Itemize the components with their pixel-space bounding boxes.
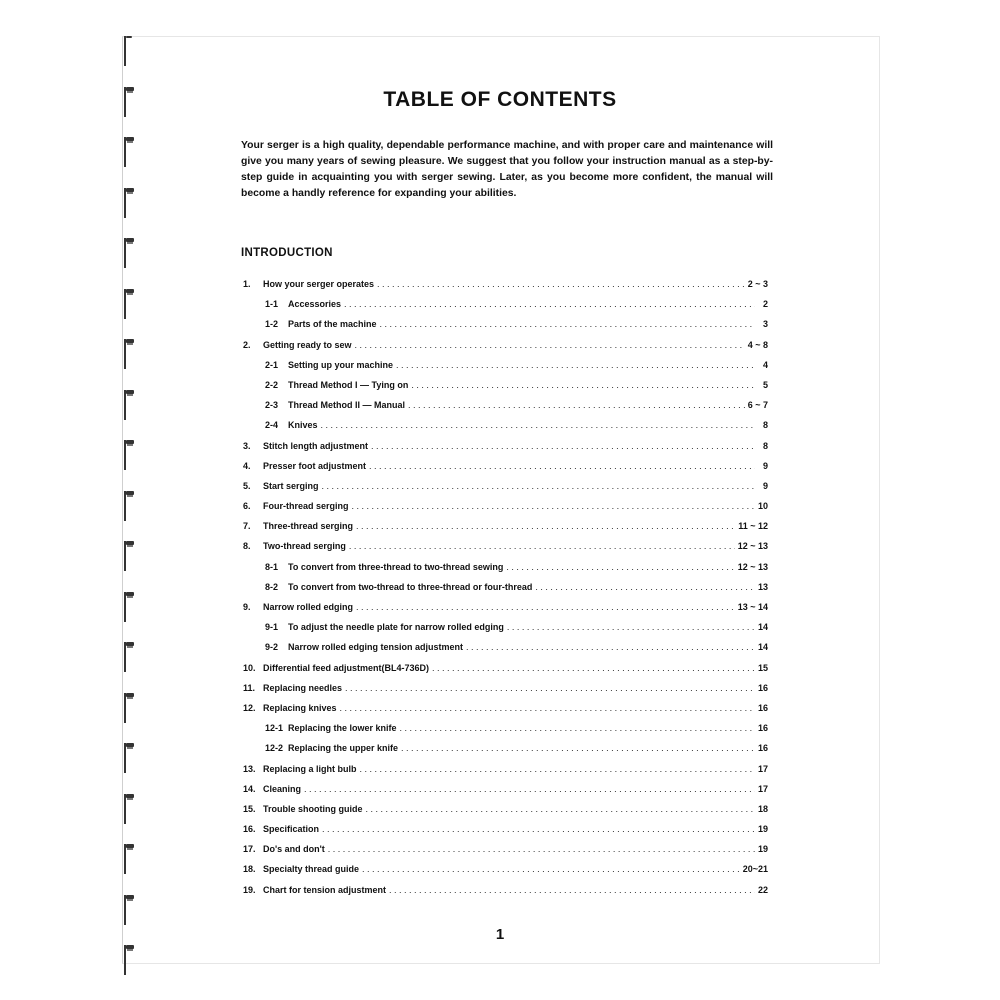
toc-leader-dots bbox=[366, 799, 755, 819]
toc-entry-page: 2 bbox=[762, 299, 768, 310]
toc-entry-number: 15. bbox=[243, 803, 256, 814]
toc-entry-label: Thread Method I — Tying on bbox=[288, 379, 409, 390]
toc-entry bbox=[243, 839, 768, 859]
toc-entry-page: 16 bbox=[757, 723, 768, 734]
toc-entry-page: 11 ~ 12 bbox=[738, 521, 768, 532]
toc-entry-number: 11. bbox=[243, 682, 256, 693]
toc-leader-dots bbox=[400, 718, 755, 738]
toc-entry-page: 16 bbox=[757, 743, 768, 754]
toc-leader-dots bbox=[321, 415, 755, 435]
toc-entry-page: 4 bbox=[762, 359, 768, 370]
toc-entry-label: Replacing the lower knife bbox=[288, 723, 397, 734]
toc-entry-label: Narrow rolled edging bbox=[263, 602, 354, 612]
binding-hole-icon bbox=[124, 541, 134, 571]
toc-leader-dots bbox=[507, 617, 755, 637]
toc-entry bbox=[243, 456, 768, 476]
toc-entry-label: Two-thread serging bbox=[263, 541, 346, 552]
toc-entry bbox=[243, 314, 768, 334]
toc-entry-number: 12-2 bbox=[265, 743, 284, 754]
toc-entry-page: 5 bbox=[762, 379, 768, 390]
toc-entry bbox=[243, 294, 768, 314]
toc-entry-number: 7. bbox=[243, 521, 251, 532]
toc-leader-dots bbox=[304, 779, 755, 799]
intro-paragraph: Your serger is a high quality, dependable performance machine, and with proper care and maintenance will give you many years of sewing pleasure. We suggest that you follow your instruction manual as a step-by-step guide in acquainting you with serger sewing. Later, as you become more confident, the manual will become a handly reference for expanding your abilities. bbox=[241, 140, 773, 199]
binding-hole-icon bbox=[124, 642, 134, 672]
toc-entry-label: Replacing a light bulb bbox=[263, 763, 357, 774]
toc-entry-label: Do's and don't bbox=[263, 844, 325, 855]
binding-hole-icon bbox=[124, 137, 134, 167]
toc-entry bbox=[243, 779, 768, 799]
toc-leader-dots bbox=[432, 658, 755, 678]
toc-entry-label: Getting ready to sew bbox=[263, 339, 352, 350]
toc-entry-number: 17. bbox=[243, 844, 256, 855]
toc-entry-number: 6. bbox=[243, 501, 251, 512]
toc-entry-page: 18 bbox=[757, 803, 768, 814]
toc-entry-page: 22 bbox=[757, 884, 768, 895]
toc-entry-number: 13. bbox=[243, 763, 256, 774]
toc-entry bbox=[243, 658, 768, 678]
toc-entry-page: 8 bbox=[762, 440, 768, 451]
toc-entry-number: 8-1 bbox=[265, 561, 279, 572]
toc-leader-dots bbox=[369, 456, 755, 476]
toc-entry-label: To convert from three-thread to two-thread sewing bbox=[288, 561, 504, 572]
toc-leader-dots bbox=[377, 274, 745, 294]
toc-entry-number: 4. bbox=[243, 460, 251, 471]
toc-entry-page: 9 bbox=[762, 460, 768, 471]
toc-entry-number: 8. bbox=[243, 541, 251, 552]
toc-entry-page: 14 bbox=[757, 622, 768, 633]
toc-entry-label: Knives bbox=[288, 420, 318, 431]
toc-entry bbox=[243, 395, 768, 415]
binding-hole-icon bbox=[124, 491, 134, 521]
toc-entry-page: 19 bbox=[757, 844, 768, 855]
toc-entry-label: Chart for tension adjustment bbox=[263, 884, 387, 895]
toc-entry-page: 9 bbox=[762, 480, 768, 491]
toc-entry-number: 16. bbox=[243, 824, 256, 835]
toc-entry bbox=[243, 637, 768, 657]
toc-entry-number: 1-2 bbox=[265, 319, 279, 330]
toc-entry-number: 2. bbox=[243, 339, 251, 350]
toc-entry bbox=[243, 536, 768, 556]
toc-entry bbox=[243, 819, 768, 839]
toc-entry bbox=[243, 516, 768, 536]
toc-leader-dots bbox=[389, 880, 755, 900]
toc-leader-dots bbox=[356, 597, 735, 617]
toc-leader-dots bbox=[355, 335, 745, 355]
toc-entry bbox=[243, 738, 768, 758]
toc-leader-dots bbox=[506, 557, 734, 577]
toc-entry-label: Replacing knives bbox=[263, 702, 337, 713]
binding-hole-icon bbox=[124, 743, 134, 773]
toc-entry-page: 3 bbox=[762, 319, 768, 330]
toc-leader-dots bbox=[411, 375, 755, 395]
toc-entry bbox=[243, 355, 768, 375]
toc-entry bbox=[243, 880, 768, 900]
toc-entry-page: 13 bbox=[757, 581, 768, 592]
toc-entry-label: Thread Method II — Manual bbox=[288, 400, 406, 411]
toc-entry bbox=[243, 496, 768, 516]
toc-leader-dots bbox=[396, 355, 755, 375]
toc-entry bbox=[243, 375, 768, 395]
binding-hole-icon bbox=[124, 794, 134, 824]
toc-entry-number: 1. bbox=[243, 279, 251, 289]
toc-entry-number: 3. bbox=[243, 440, 251, 451]
toc-leader-dots bbox=[340, 698, 755, 718]
toc-entry-page: 6 ~ 7 bbox=[747, 400, 768, 411]
toc-entry-label: To convert from two-thread to three-thread or four-thread bbox=[288, 581, 533, 592]
toc-leader-dots bbox=[535, 577, 755, 597]
toc-entry-page: 19 bbox=[757, 824, 768, 835]
binding-hole-icon bbox=[124, 238, 134, 268]
toc-entry-label: Replacing the upper knife bbox=[288, 743, 399, 754]
binding-hole-icon bbox=[124, 339, 134, 369]
toc-entry-page: 20~21 bbox=[742, 864, 768, 875]
toc-entry-number: 10. bbox=[243, 662, 256, 673]
toc-entry-label: Cleaning bbox=[263, 783, 302, 794]
toc-entry bbox=[243, 335, 768, 355]
binding-hole-icon bbox=[124, 36, 134, 66]
toc-entry-number: 5. bbox=[243, 480, 251, 491]
binding-hole-icon bbox=[124, 188, 134, 218]
toc-entry-label: To adjust the needle plate for narrow rolled edging bbox=[288, 622, 504, 633]
toc-entry bbox=[243, 698, 768, 718]
toc-leader-dots bbox=[349, 536, 735, 556]
toc-entry-label: Presser foot adjustment bbox=[263, 460, 367, 471]
toc-entry bbox=[243, 759, 768, 779]
binding-hole-icon bbox=[124, 440, 134, 470]
toc-entry-label: Accessories bbox=[288, 299, 342, 310]
binding-hole-icon bbox=[124, 693, 134, 723]
toc-leader-dots bbox=[322, 476, 755, 496]
toc-entry-number: 2-3 bbox=[265, 400, 279, 411]
page-title: TABLE OF CONTENTS bbox=[383, 88, 617, 111]
toc-entry-label: Four-thread serging bbox=[263, 501, 349, 512]
toc-leader-dots bbox=[362, 859, 740, 879]
toc-entry-page: 16 bbox=[757, 682, 768, 693]
toc-entry-label: Specialty thread guide bbox=[263, 864, 360, 875]
toc-entry-page: 4 ~ 8 bbox=[747, 339, 768, 350]
toc-entry bbox=[243, 476, 768, 496]
toc-entry-label: Parts of the machine bbox=[288, 319, 377, 330]
toc-entry-number: 2-1 bbox=[265, 359, 279, 370]
toc-entry-number: 12-1 bbox=[265, 723, 284, 734]
toc-entry-page: 17 bbox=[757, 783, 768, 794]
toc-entry-page: 10 bbox=[757, 501, 768, 512]
toc-entry-number: 12. bbox=[243, 702, 256, 713]
toc-entry-page: 13 ~ 14 bbox=[737, 602, 768, 612]
toc-entry bbox=[243, 274, 768, 294]
binding-hole-icon bbox=[124, 945, 134, 975]
toc-leader-dots bbox=[360, 759, 755, 779]
toc-entry-number: 9-1 bbox=[265, 622, 279, 633]
binding-hole-icon bbox=[124, 289, 134, 319]
toc-entry-label: How your serger operates bbox=[263, 279, 375, 289]
toc-leader-dots bbox=[328, 839, 755, 859]
toc-entry-label: Differential feed adjustment(BL4-736D) bbox=[263, 662, 430, 673]
binding-hole-icon bbox=[124, 390, 134, 420]
toc-leader-dots bbox=[408, 395, 745, 415]
toc-entry bbox=[243, 557, 768, 577]
toc-entry-page: 8 bbox=[762, 420, 768, 431]
toc-leader-dots bbox=[371, 436, 755, 456]
toc-entry-label: Start serging bbox=[263, 480, 319, 491]
binding-hole-icon bbox=[124, 844, 134, 874]
toc-entry-label: Stitch length adjustment bbox=[263, 440, 369, 451]
toc-entry bbox=[243, 436, 768, 456]
binding-holes bbox=[116, 36, 146, 966]
toc-entry bbox=[243, 577, 768, 597]
toc-entry bbox=[243, 617, 768, 637]
toc-leader-dots bbox=[401, 738, 755, 758]
toc-entry-number: 1-1 bbox=[265, 299, 279, 310]
toc-entry-label: Replacing needles bbox=[263, 682, 343, 693]
binding-hole-icon bbox=[124, 592, 134, 622]
page-number: 1 bbox=[495, 926, 505, 943]
toc-entry-label: Setting up your machine bbox=[288, 359, 394, 370]
section-heading: INTRODUCTION bbox=[241, 247, 333, 259]
toc-entry bbox=[243, 678, 768, 698]
toc-leader-dots bbox=[345, 678, 755, 698]
toc-entry-number: 9. bbox=[243, 602, 251, 612]
toc-entry-page: 2 ~ 3 bbox=[747, 279, 768, 289]
toc-leader-dots bbox=[380, 314, 755, 334]
toc-entry-number: 19. bbox=[243, 884, 256, 895]
toc-leader-dots bbox=[322, 819, 755, 839]
toc-entry bbox=[243, 597, 768, 617]
toc-entry bbox=[243, 799, 768, 819]
toc-leader-dots bbox=[352, 496, 755, 516]
toc-entry-page: 16 bbox=[757, 702, 768, 713]
toc-entry-page: 12 ~ 13 bbox=[737, 561, 768, 572]
toc-entry-number: 2-4 bbox=[265, 420, 279, 431]
toc-entry bbox=[243, 859, 768, 879]
toc-entry-number: 2-2 bbox=[265, 379, 279, 390]
toc-leader-dots bbox=[466, 637, 755, 657]
toc-leader-dots bbox=[356, 516, 735, 536]
toc-entry-label: Three-thread serging bbox=[263, 521, 354, 532]
toc-entry-page: 15 bbox=[757, 662, 768, 673]
toc-entry-label: Trouble shooting guide bbox=[263, 803, 363, 814]
toc-entry-page: 14 bbox=[757, 642, 768, 653]
toc-entry-page: 17 bbox=[757, 763, 768, 774]
toc-entry bbox=[243, 415, 768, 435]
toc-list bbox=[243, 274, 768, 900]
toc-leader-dots bbox=[344, 294, 755, 314]
toc-entry bbox=[243, 718, 768, 738]
toc-entry-label: Specification bbox=[263, 824, 320, 835]
toc-entry-page: 12 ~ 13 bbox=[737, 541, 768, 552]
toc-entry-number: 18. bbox=[243, 864, 256, 875]
toc-entry-number: 14. bbox=[243, 783, 256, 794]
toc-entry-number: 9-2 bbox=[265, 642, 279, 653]
toc-entry-number: 8-2 bbox=[265, 581, 279, 592]
toc-entry-label: Narrow rolled edging tension adjustment bbox=[288, 642, 464, 653]
binding-hole-icon bbox=[124, 895, 134, 925]
